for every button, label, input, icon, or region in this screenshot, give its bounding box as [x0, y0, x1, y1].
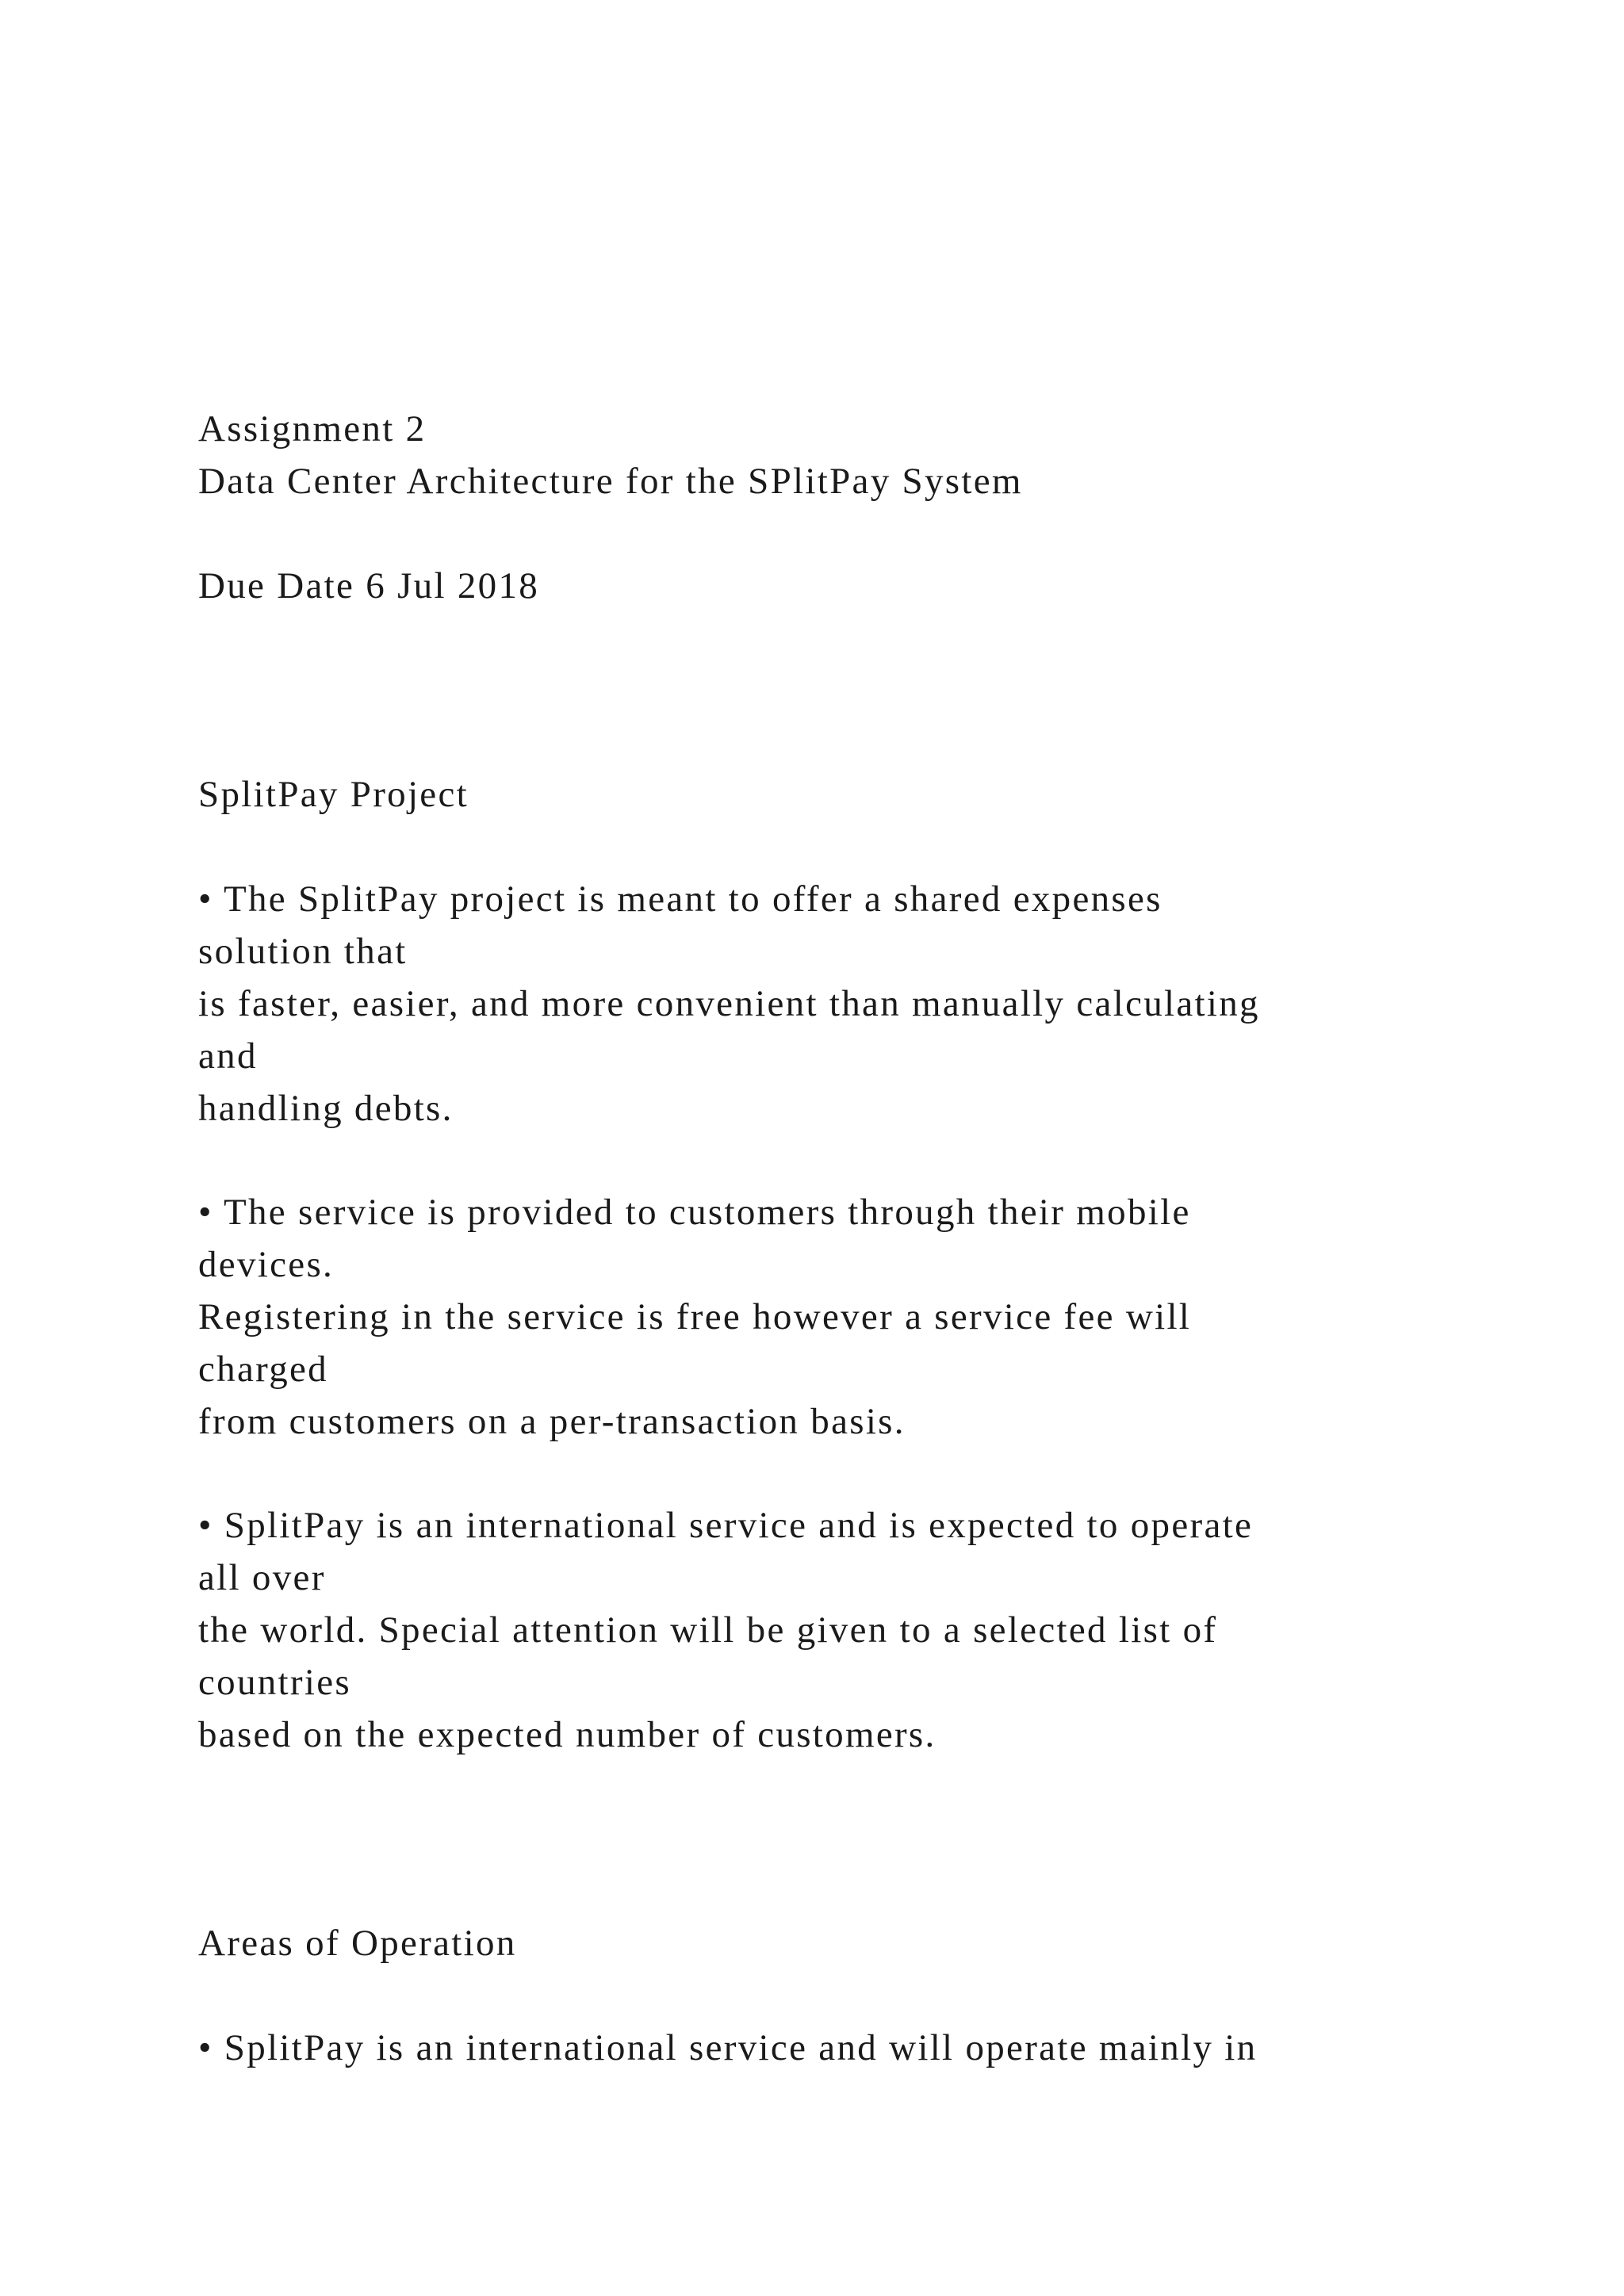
assignment-label: Assignment 2: [198, 408, 427, 450]
paragraph-line: is faster, easier, and more convenient than manually calculating: [198, 983, 1260, 1024]
paragraph-line: devices.: [198, 1244, 335, 1285]
paragraph-line: all over: [198, 1557, 326, 1598]
paragraph-line: • The service is provided to customers through their mobile: [198, 1192, 1191, 1233]
paragraph-line: • SplitPay is an international service and is expected to operate: [198, 1505, 1254, 1546]
paragraph-line: based on the expected number of customers.: [198, 1714, 936, 1755]
section-heading: Areas of Operation: [198, 1923, 517, 1964]
paragraph-line: handling debts.: [198, 1088, 454, 1129]
paragraph-line: countries: [198, 1662, 351, 1703]
section-heading: SplitPay Project: [198, 774, 469, 815]
due-date: Due Date 6 Jul 2018: [198, 565, 540, 607]
paragraph-line: • The SplitPay project is meant to offer a shared expenses: [198, 878, 1162, 920]
paragraph-line: • SplitPay is an international service and will operate mainly in: [198, 2027, 1258, 2068]
paragraph-line: and: [198, 1035, 258, 1077]
document-title: Data Center Architecture for the SPlitPay System: [198, 461, 1023, 502]
paragraph-line: from customers on a per-transaction basis.: [198, 1401, 906, 1442]
paragraph-line: solution that: [198, 931, 408, 972]
paragraph-line: Registering in the service is free however a service fee will: [198, 1296, 1192, 1337]
paragraph-line: the world. Special attention will be given to a selected list of: [198, 1609, 1218, 1651]
paragraph-line: charged: [198, 1349, 328, 1390]
